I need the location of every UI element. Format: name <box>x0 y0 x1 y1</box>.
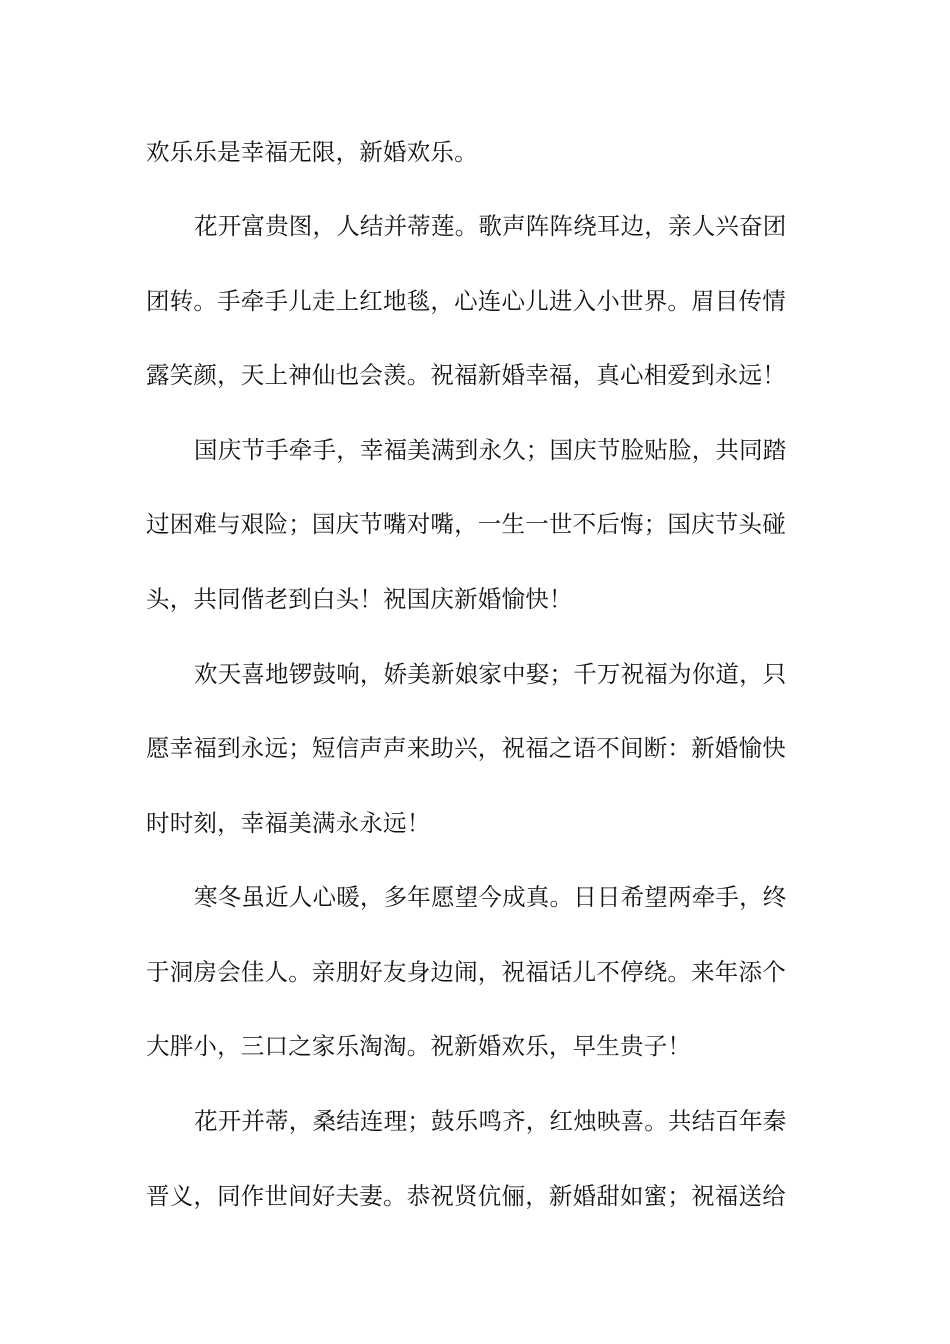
paragraph-first-line: 欢天喜地锣鼓响，娇美新娘家中娶；千万祝福为你道，只 <box>194 660 787 688</box>
text-line: 团转。手牵手儿走上红地毯，心连心儿进入小世界。眉目传情 <box>146 287 786 315</box>
paragraph-first-line: 寒冬虽近人心暖，多年愿望今成真。日日希望两牵手，终 <box>194 883 787 911</box>
paragraph-first-line: 国庆节手牵手，幸福美满到永久；国庆节脸贴脸，共同踏 <box>194 436 787 464</box>
text-line: 露笑颜，天上神仙也会羡。祝福新婚幸福，真心相爱到永远！ <box>146 361 786 389</box>
text-line: 愿幸福到永远；短信声声来助兴，祝福之语不间断：新婚愉快 <box>146 734 786 762</box>
text-line: 头，共同偕老到白头！祝国庆新婚愉快！ <box>146 585 573 613</box>
text-line: 于洞房会佳人。亲朋好友身边闹，祝福话儿不停绕。来年添个 <box>146 958 786 986</box>
text-line: 晋义，同作世间好夫妻。恭祝贤伉俪，新婚甜如蜜；祝福送给 <box>146 1182 786 1210</box>
text-line: 过困难与艰险；国庆节嘴对嘴，一生一世不后悔；国庆节头碰 <box>146 510 786 538</box>
paragraph-first-line: 花开富贵图，人结并蒂莲。歌声阵阵绕耳边，亲人兴奋团 <box>194 212 787 240</box>
text-line: 时时刻，幸福美满永永远！ <box>146 809 431 837</box>
text-line: 大胖小，三口之家乐淘淘。祝新婚欢乐，早生贵子！ <box>146 1032 692 1060</box>
text-line: 欢乐乐是幸福无限，新婚欢乐。 <box>146 138 478 166</box>
paragraph-first-line: 花开并蒂，桑结连理；鼓乐鸣齐，红烛映喜。共结百年秦 <box>194 1107 787 1135</box>
